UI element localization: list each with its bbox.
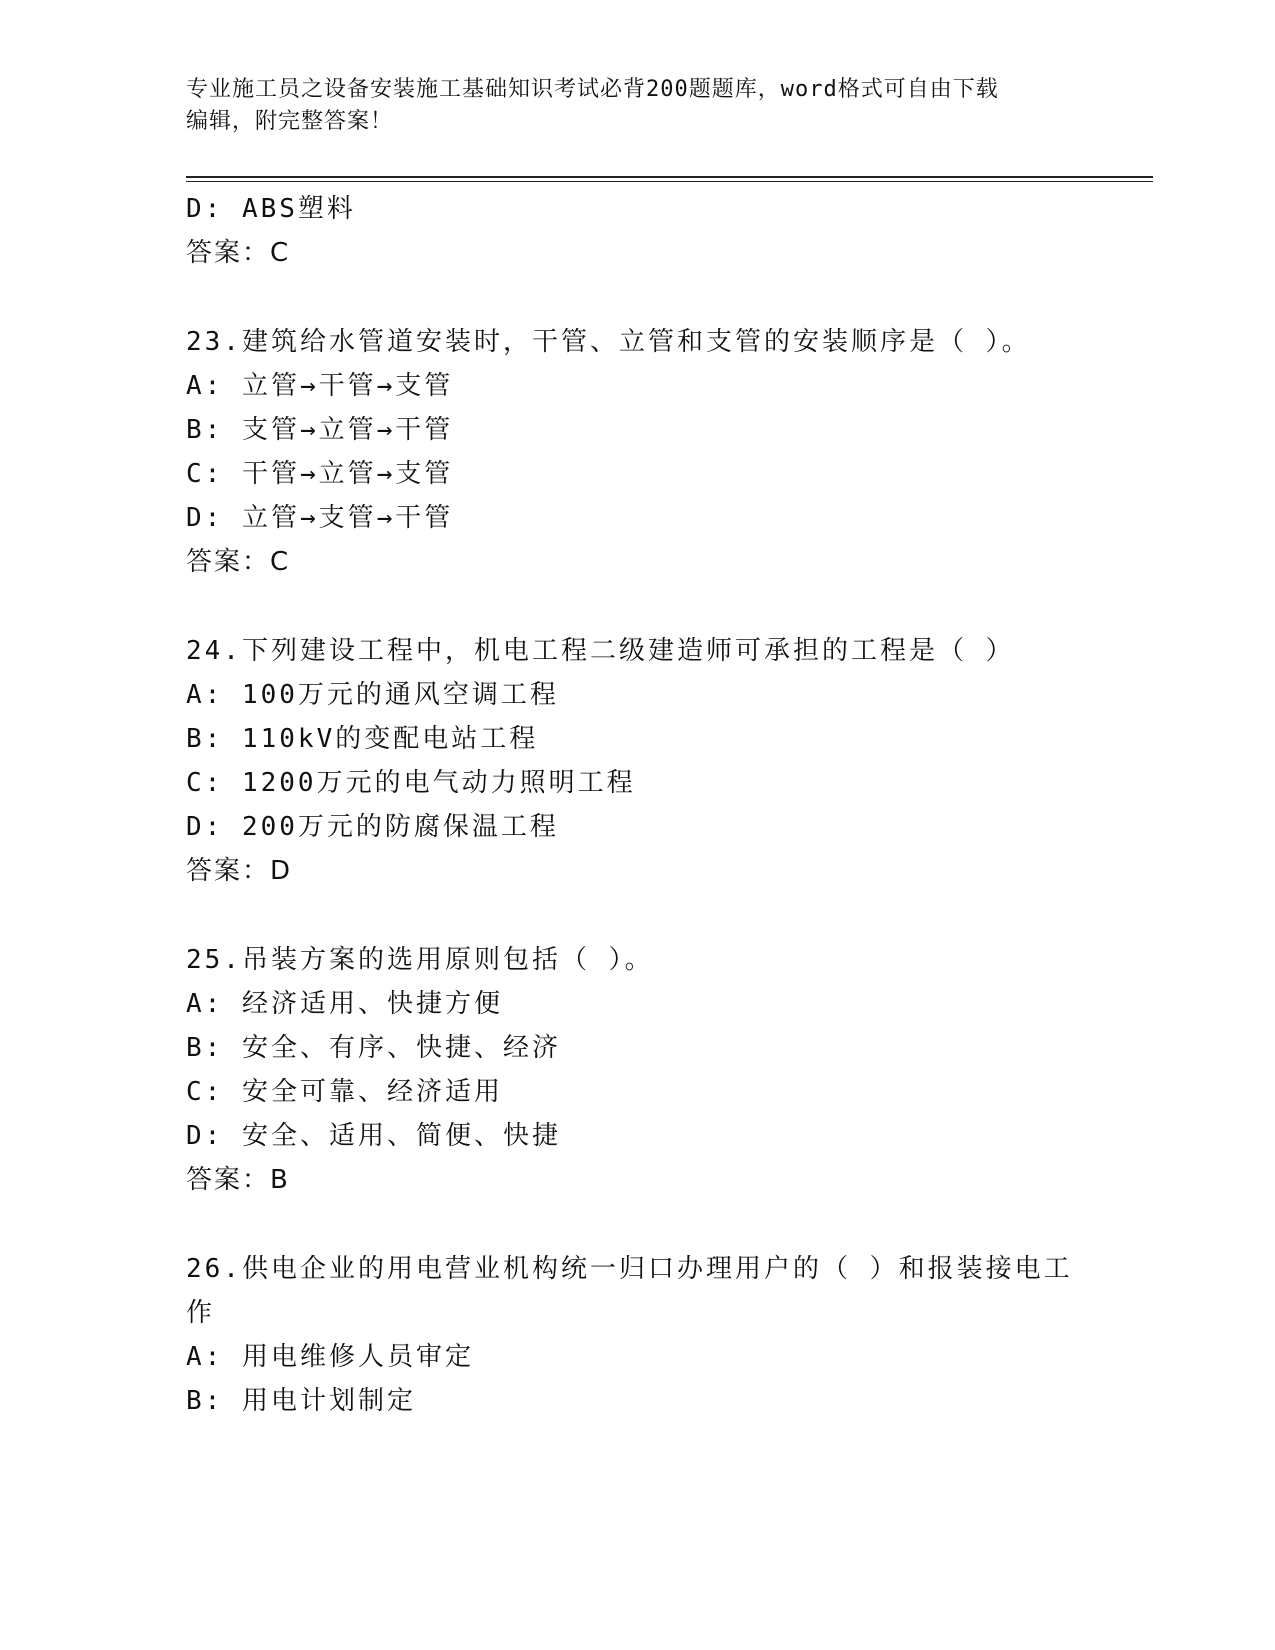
question-stem: 23.建筑给水管道安装时，干管、立管和支管的安装顺序是（ ）。 — [186, 327, 1031, 357]
option-a: A: 立管→干管→支管 — [186, 371, 454, 401]
option-c: C: 安全可靠、经济适用 — [186, 1077, 503, 1107]
answer: 答案：C — [186, 238, 291, 268]
option-c: C: 1200万元的电气动力照明工程 — [186, 768, 636, 798]
header-divider-thin — [186, 181, 1153, 182]
document-header — [186, 74, 1066, 138]
option-b: B: 支管→立管→干管 — [186, 415, 454, 445]
question-stem: 26.供电企业的用电营业机构统一归口办理用户的（ ）和报装接电工 — [186, 1254, 1073, 1284]
question-stem: 25.吊装方案的选用原则包括（ ）。 — [186, 945, 654, 975]
answer: 答案：C — [186, 547, 291, 577]
answer: 答案：B — [186, 1165, 290, 1195]
option-d: D: 200万元的防腐保温工程 — [186, 812, 559, 842]
option-c: C: 干管→立管→支管 — [186, 459, 454, 489]
option-d: D: 立管→支管→干管 — [186, 503, 454, 533]
option-b: B: 用电计划制定 — [186, 1386, 416, 1416]
header-line-2: 编辑，附完整答案！ — [186, 109, 394, 134]
question-stem: 24.下列建设工程中，机电工程二级建造师可承担的工程是（ ） — [186, 636, 1015, 666]
option-a: A: 100万元的通风空调工程 — [186, 680, 559, 710]
header-line-1: 专业施工员之设备安装施工基础知识考试必背200题题库，word格式可自由下载 — [186, 77, 999, 102]
option-b: B: 安全、有序、快捷、经济 — [186, 1033, 561, 1063]
question-stem-continued: 作 — [186, 1298, 216, 1328]
header-divider-thick — [186, 176, 1153, 178]
option-a: A: 用电维修人员审定 — [186, 1342, 474, 1372]
answer: 答案：D — [186, 856, 293, 886]
option-d: D: 安全、适用、简便、快捷 — [186, 1121, 561, 1151]
option-b: B: 110kV的变配电站工程 — [186, 724, 539, 754]
option-d: D: ABS塑料 — [186, 194, 356, 224]
option-a: A: 经济适用、快捷方便 — [186, 989, 503, 1019]
